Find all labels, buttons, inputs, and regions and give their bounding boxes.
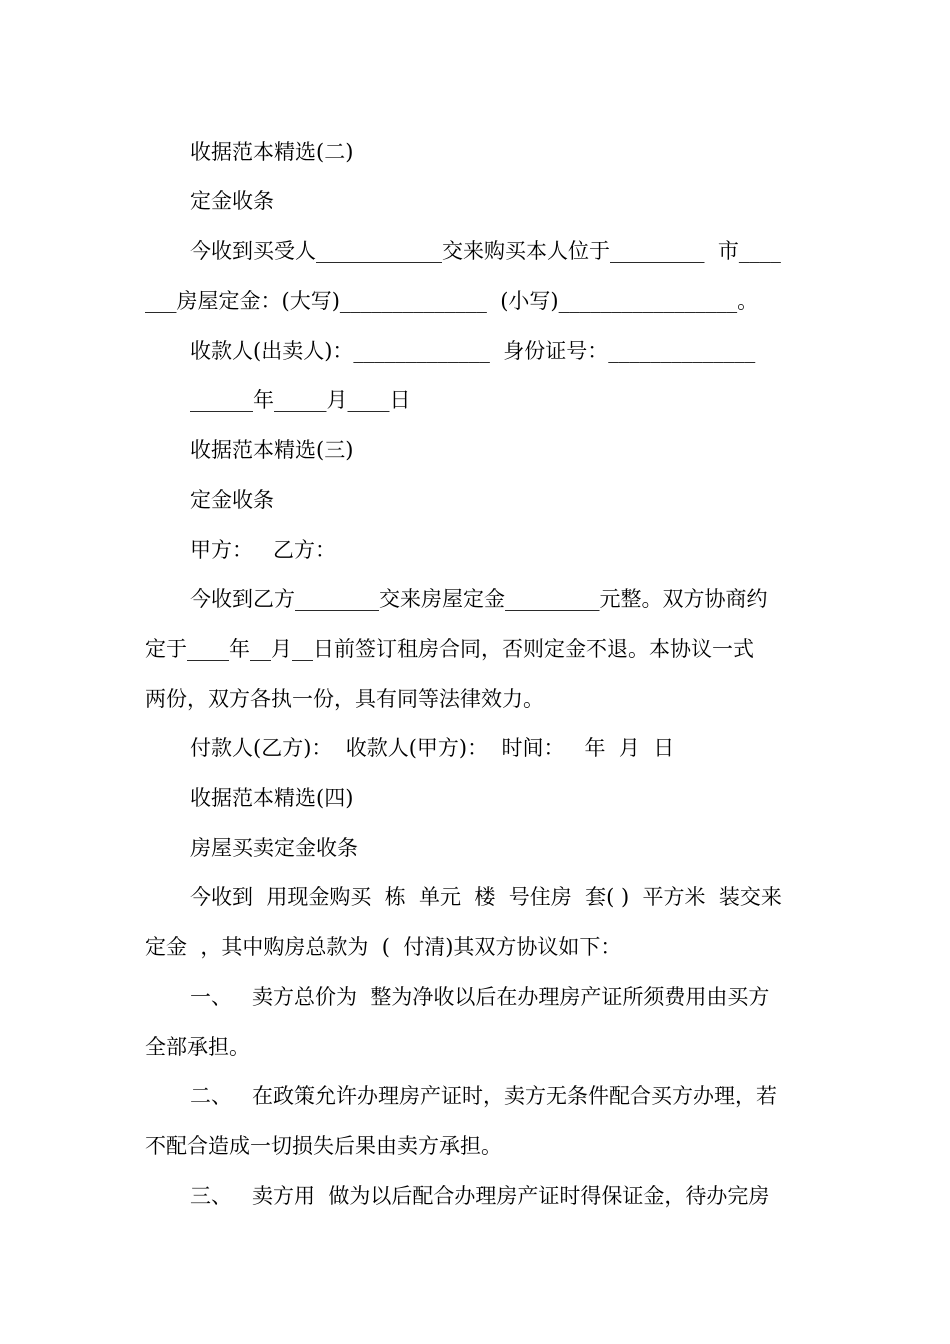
paragraph-line: 今收到乙方________交来房屋定金_________元整。双方协商约: [190, 587, 768, 611]
paragraph-line: 定于____年__月__日前签订租房合同，否则定金不退。本协议一式: [145, 637, 754, 661]
section-heading: 收据范本精选(二): [190, 140, 354, 164]
clause-line: 不配合造成一切损失后果由卖方承担。: [145, 1134, 502, 1158]
clause-line: 三、 卖方用 做为以后配合办理房产证时得保证金，待办完房: [190, 1184, 770, 1208]
parties-line: 甲方： 乙方：: [190, 538, 337, 562]
date-line: ______年_____月____日: [190, 388, 411, 412]
paragraph-line: ___房屋定金：(大写)______________ (小写)_________________。: [145, 289, 759, 313]
paragraph-line: 两份，双方各执一份，具有同等法律效力。: [145, 687, 544, 711]
paragraph-line: 收款人(出卖人)：_____________ 身份证号：______________: [190, 339, 756, 363]
paragraph-line: 今收到买受人____________交来购买本人位于_________ 市____: [190, 239, 781, 263]
paragraph-line: 定金 ，其中购房总款为 ( 付清)其双方协议如下：: [145, 935, 622, 959]
clause-line: 全部承担。: [145, 1035, 250, 1059]
clause-line: 一、 卖方总价为 整为净收以后在办理房产证所须费用由买方: [190, 985, 770, 1009]
clause-line: 二、 在政策允许办理房产证时，卖方无条件配合买方办理，若: [190, 1084, 778, 1108]
signature-line: 付款人(乙方)： 收款人(甲方)： 时间： 年 月 日: [190, 736, 675, 760]
receipt-title: 房屋买卖定金收条: [190, 836, 358, 860]
receipt-title: 定金收条: [190, 488, 274, 512]
section-heading: 收据范本精选(四): [190, 786, 354, 810]
section-heading: 收据范本精选(三): [190, 438, 354, 462]
paragraph-line: 今收到 用现金购买 栋 单元 楼 号住房 套( ) 平方米 装交来: [190, 885, 782, 909]
receipt-title: 定金收条: [190, 189, 274, 213]
